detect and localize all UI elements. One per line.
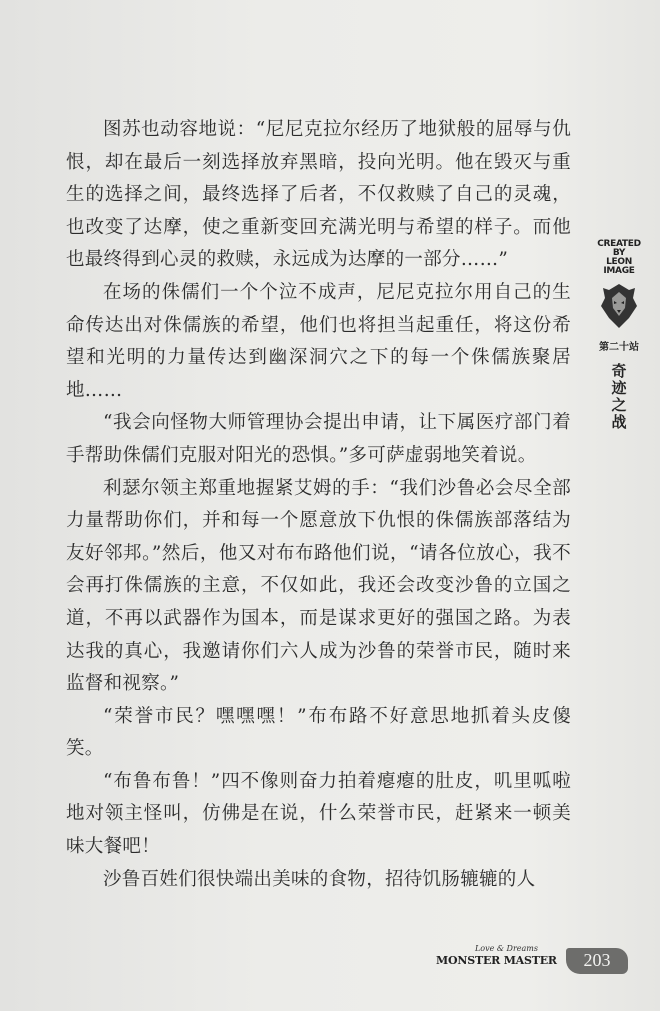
series-tagline: Love & Dreams	[474, 944, 538, 953]
paragraph: “我会向怪物大师管理协会提出申请，让下属医疗部门着手帮助侏儒们克服对阳光的恐惧。”多可萨虚弱地笑着说。	[66, 412, 571, 466]
body-text	[66, 114, 571, 896]
page-footer	[430, 944, 630, 984]
series-title: MONSTER MASTER	[436, 954, 557, 967]
chapter-number: 第二十站	[599, 342, 639, 353]
paragraph: “荣誉市民？嘿嘿嘿！”布布路不好意思地抓着头皮傻笑。	[66, 705, 571, 760]
chapter-title: 奇迹之战	[609, 363, 628, 431]
paragraph: 沙鲁百姓们很快端出美味的食物，招待饥肠辘辘的人	[103, 868, 536, 890]
paragraph: 在场的侏儒们一个个泣不成声，尼尼克拉尔用自己的生命传达出对侏儒族的希望，他们也将担当起重任，将这份希望和光明的力量传达到幽深洞穴之下的每一个侏儒族聚居地……	[66, 281, 571, 401]
paragraph: 图苏也动容地说：“尼尼克拉尔经历了地狱般的屈辱与仇恨，却在最后一刻选择放弃黑暗，投向光明。他在毁灭与重生的选择之间，最终选择了后者，不仅救赎了自己的灵魂，也改变了达摩，使之重新变回充满光明与希望的样子。而他也最终得到心灵的救赎，永远成为达摩的一部分……”	[66, 119, 571, 271]
credit-line: LEON	[606, 257, 632, 267]
credit-line: CREATED	[597, 239, 641, 249]
credit-line: BY	[612, 248, 626, 258]
paragraph: 利瑟尔领主郑重地握紧艾姆的手：“我们沙鲁必会尽全部力量帮助你们，并和每一个愿意放下仇恨的侏儒族部落结为友好邻邦。”然后，他又对布布路他们说，“请各位放心，我不会再打侏儒族的主意，不仅如此，我还会改变沙鲁的立国之道，不再以武器作为国本，而是谋求更好的强国之路。为表达我的真心，我邀请你们六人成为沙鲁的荣誉市民，随时来监督和视察。”	[66, 477, 571, 695]
wolf-emblem-icon	[599, 282, 639, 330]
page-number: 203	[583, 950, 611, 970]
credit-line: IMAGE	[603, 266, 635, 276]
chapter-side-tab	[588, 240, 650, 437]
credit-text	[588, 240, 650, 276]
paragraph: “布鲁布鲁！”四不像则奋力拍着瘪瘪的肚皮，叽里呱啦地对领主怪叫，仿佛是在说，什么荣誉市民，赶紧来一顿美味大餐吧！	[66, 770, 571, 858]
